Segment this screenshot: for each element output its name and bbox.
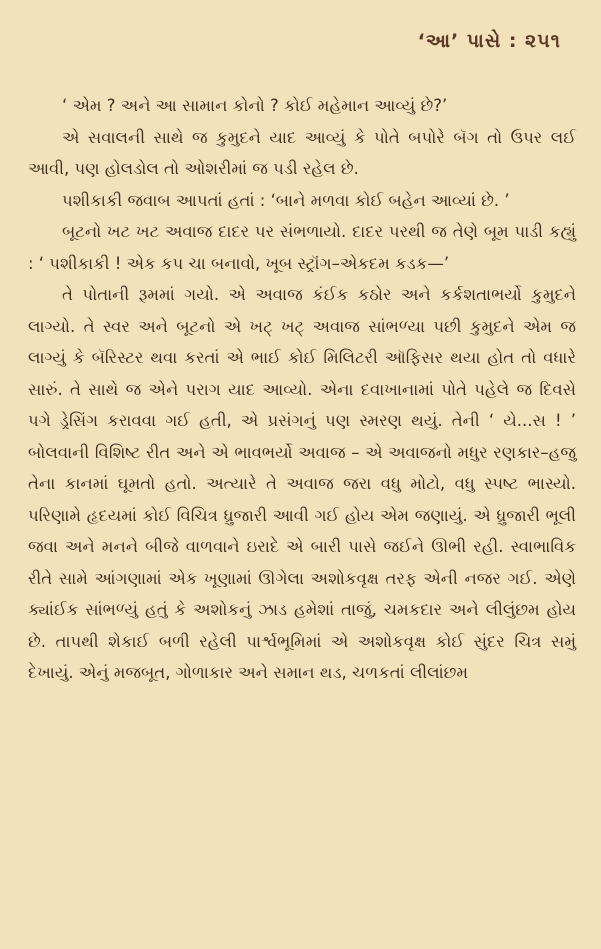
paragraph-5: તે પોતાની રૂમમાં ગયો. એ અવાજ કંઈક કઠોર અને કર્કશતાભર્યો કુમુદને લાગ્યો. તે સ્વર અને બૂટનો એ ખટ્ ખટ્ અવાજ સાંભળ્યા પછી કુમુદને એમ જ લાગ્યું કે બૅરિસ્ટર થવા કરતાં એ ભાઈ કોઈ મિલિટરી ઑફિસર થયા હોત તો વધારે સારું. તે સાથે જ એને પરાગ યાદ આવ્યો. એના દવાખાનામાં પોતે પહેલે જ દિવસે પગે ડ્રેસિંગ કરાવવા ગઈ હતી, એ પ્રસંગનું પણ સ્મરણ થયું. તેની ‘ યે...સ ! ’ બોલવાની વિશિષ્ટ રીત અને એ ભાવભર્યો અવાજ – એ અવાજનો મધુર રણકાર–હજુ તેના કાનમાં ઘૂમતો હતો. અત્યારે તે અવાજ જરા વધુ મોટો, વધુ સ્પષ્ટ ભાસ્યો. પરિણામે હૃદયમાં કોઈ વિચિત્ર ધ્રુજારી આવી ગઈ હોય એમ જણાયું. એ ધ્રુજારી ભૂલી જવા અને મનને બીજે વાળવાને ઇરાદે એ બારી પાસે જઈને ઊભી રહી. સ્વાભાવિક રીતે સામે આંગણામાં એક ખૂણામાં ઊગેલા અશોકવૃક્ષ તરફ એની નજર ગઈ. એણે ક્યાંઈક સાંભળ્યું હતું કે અશોકનું ઝાડ હમેશાં તાજું, ચમકદાર અને લીલુંછમ હોય છે. તાપથી શેકાઈ બળી રહેલી પાર્શ્વભૂમિમાં એ અશોકવૃક્ષ કોઈ સુંદર ચિત્ર સમું દેખાયું. એનું મજબૂત, ગોળાકાર અને સમાન થડ, ચળકતાં લીલાંછમ [28, 285, 576, 682]
paragraph-1: ‘ એમ ? અને આ સામાન કોનો ? કોઈ મહેમાન આવ્યું છે?’ [62, 96, 448, 115]
paragraph-2: એ સવાલની સાથે જ કુમુદને યાદ આવ્યું કે પોતે બપોરે બૅગ તો ઉપર લઈ આવી, પણ હોલડોલ તો ઓશરીમાં જ પડી રહેલ છે. [28, 127, 576, 178]
running-header: ‘આ’ પાસે : ૨૫૧ [417, 30, 561, 52]
page-body [28, 90, 576, 689]
paragraph-3: પશીકાકી જવાબ આપતાં હતાં : ‘બાને મળવા કોઈ બહેન આવ્યાં છે. ’ [62, 190, 510, 210]
paragraph-4: બૂટનો ખટ ખટ અવાજ દાદર પર સંભળાયો. દાદર પરથી જ તેણે બૂમ પાડી કહ્યું : ‘ પશીકાકી ! એક કપ ચા બનાવો, ખૂબ સ્ટ્રૉંગ–એકદમ કડક—’ [28, 222, 576, 273]
